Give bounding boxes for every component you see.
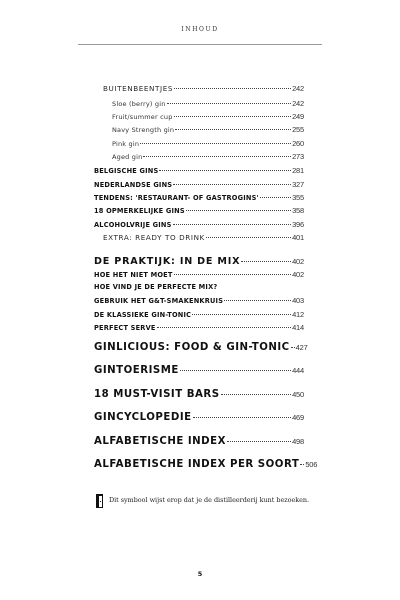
toc-entry-page: 403	[292, 296, 304, 305]
toc-entry-belgische-gins[interactable]	[94, 166, 304, 175]
toc-entry-title: Navy Strength gin	[112, 126, 175, 134]
toc-entry-navy-strength-gin[interactable]	[112, 125, 304, 134]
toc-section-de-praktijk[interactable]	[94, 256, 304, 267]
toc-entry-nederlandse-gins[interactable]	[94, 180, 304, 189]
toc-section-index-per-soort[interactable]	[94, 459, 318, 470]
toc-entry-title: GEBRUIK HET G&T-SMAKENKRUIS	[94, 297, 224, 305]
toc-section-gintoerisme[interactable]	[94, 365, 304, 376]
toc-section-gincyclopedie[interactable]	[94, 412, 304, 423]
dot-leader	[180, 370, 291, 371]
toc-entry-title: DE PRAKTIJK: IN DE MIX	[94, 256, 241, 267]
toc-entry-ready-to-drink[interactable]	[103, 233, 304, 242]
dot-leader	[143, 156, 291, 157]
toc-entry-title: Aged gin	[112, 153, 143, 161]
toc-entry-page: 506	[305, 460, 318, 469]
dot-leader	[227, 441, 291, 442]
toc-entry-page: 450	[292, 390, 304, 399]
toc-entry-page: 402	[292, 257, 304, 266]
toc-entry-perfecte-mix[interactable]	[94, 283, 217, 291]
toc-entry-page: 414	[292, 323, 304, 332]
toc-entry-title: DE KLASSIEKE GIN-TONIC	[94, 311, 192, 319]
dot-leader	[157, 327, 291, 328]
toc-entry-smakenkruis[interactable]	[94, 296, 304, 305]
toc-entry-page: 273	[292, 152, 304, 161]
toc-entry-hoe-het-niet-moet[interactable]	[94, 270, 304, 279]
toc-entry-page: 401	[292, 233, 304, 242]
toc-entry-title: BUITENBEENTJES	[103, 84, 174, 93]
dot-leader	[241, 261, 291, 262]
dot-leader	[140, 143, 291, 144]
dot-leader	[206, 237, 291, 238]
toc-section-must-visit-bars[interactable]	[94, 389, 304, 400]
distillery-door-icon	[96, 493, 103, 507]
toc-entry-title: Sloe (berry) gin	[112, 100, 166, 108]
legend-text: Dit symbool wijst erop dat je de distilleerderij kunt bezoeken.	[109, 496, 310, 504]
toc-entry-page: 281	[292, 166, 304, 175]
symbol-legend	[96, 493, 309, 507]
toc-entry-page: 327	[292, 180, 304, 189]
toc-entry-title: Pink gin	[112, 140, 140, 148]
dot-leader	[173, 184, 291, 185]
dot-leader	[300, 464, 304, 465]
toc-entry-aged-gin[interactable]	[112, 152, 304, 161]
toc-section-ginlicious[interactable]	[94, 342, 308, 353]
toc-entry-title: GINTOERISME	[94, 365, 179, 376]
toc-entry-perfect-serve[interactable]	[94, 323, 304, 332]
toc-entry-fruit-summer-cup[interactable]	[112, 112, 304, 121]
dot-leader	[167, 103, 292, 104]
toc-entry-18-opmerkelijke-gins[interactable]	[94, 206, 304, 215]
dot-leader	[291, 347, 295, 348]
dot-leader	[221, 394, 292, 395]
toc-entry-page: 242	[292, 99, 304, 108]
dot-leader	[186, 210, 291, 211]
toc-entry-page: 402	[292, 270, 304, 279]
toc-entry-page: 255	[292, 125, 304, 134]
dot-leader	[159, 170, 291, 171]
running-header: INHOUD	[181, 26, 219, 33]
toc-entry-page: 412	[292, 310, 304, 319]
toc-entry-title: TENDENS: 'RESTAURANT- OF GASTROGINS'	[94, 194, 259, 202]
toc-entry-page: 396	[292, 220, 304, 229]
toc-entry-page: 260	[292, 139, 304, 148]
toc-entry-title: ALFABETISCHE INDEX	[94, 436, 226, 447]
toc-entry-title: BELGISCHE GINS	[94, 167, 159, 175]
toc-entry-alcoholvrije-gins[interactable]	[94, 220, 304, 229]
toc-entry-page: 358	[292, 206, 304, 215]
toc-entry-title: NEDERLANDSE GINS	[94, 181, 173, 189]
toc-entry-title: 18 OPMERKELIJKE GINS	[94, 207, 185, 215]
toc-entry-sloe-gin[interactable]	[112, 99, 304, 108]
dot-leader	[192, 314, 291, 315]
toc-entry-page: 498	[292, 437, 304, 446]
toc-section-alfabetische-index[interactable]	[94, 436, 304, 447]
dot-leader	[174, 274, 292, 275]
toc-entry-buitenbeentjes[interactable]	[103, 84, 304, 93]
page-number: 5	[197, 570, 203, 578]
toc-entry-title: HOE VIND JE DE PERFECTE MIX?	[94, 283, 218, 291]
dot-leader	[193, 417, 292, 418]
toc-entry-title: GINCYCLOPEDIE	[94, 412, 192, 423]
toc-entry-title: PERFECT SERVE	[94, 324, 156, 332]
toc-entry-title: GINLICIOUS: FOOD & GIN-TONIC	[94, 342, 290, 353]
toc-entry-title: Fruit/summer cup	[112, 113, 173, 121]
dot-leader	[224, 300, 291, 301]
toc-entry-page: 444	[292, 366, 304, 375]
dot-leader	[173, 224, 291, 225]
toc-entry-tendens-gastrogins[interactable]	[94, 193, 304, 202]
toc-entry-title: HOE HET NIET MOET	[94, 271, 173, 279]
dot-leader	[260, 197, 291, 198]
dot-leader	[175, 129, 291, 130]
dot-leader	[174, 116, 292, 117]
toc-entry-page: 242	[292, 84, 304, 93]
header-rule	[78, 44, 322, 45]
toc-entry-title: ALFABETISCHE INDEX PER SOORT	[94, 459, 300, 470]
toc-entry-page: 249	[292, 112, 304, 121]
toc-entry-title: 18 MUST-VISIT BARS	[94, 389, 220, 400]
toc-entry-page: 469	[292, 413, 304, 422]
dot-leader	[174, 88, 291, 89]
toc-entry-page: 427	[295, 343, 308, 352]
toc-entry-page: 355	[292, 193, 304, 202]
toc-entry-title: EXTRA: READY TO DRINK	[103, 233, 205, 242]
toc-entry-pink-gin[interactable]	[112, 139, 304, 148]
toc-entry-title: ALCOHOLVRIJE GINS	[94, 221, 172, 229]
toc-entry-klassieke-gin-tonic[interactable]	[94, 310, 304, 319]
